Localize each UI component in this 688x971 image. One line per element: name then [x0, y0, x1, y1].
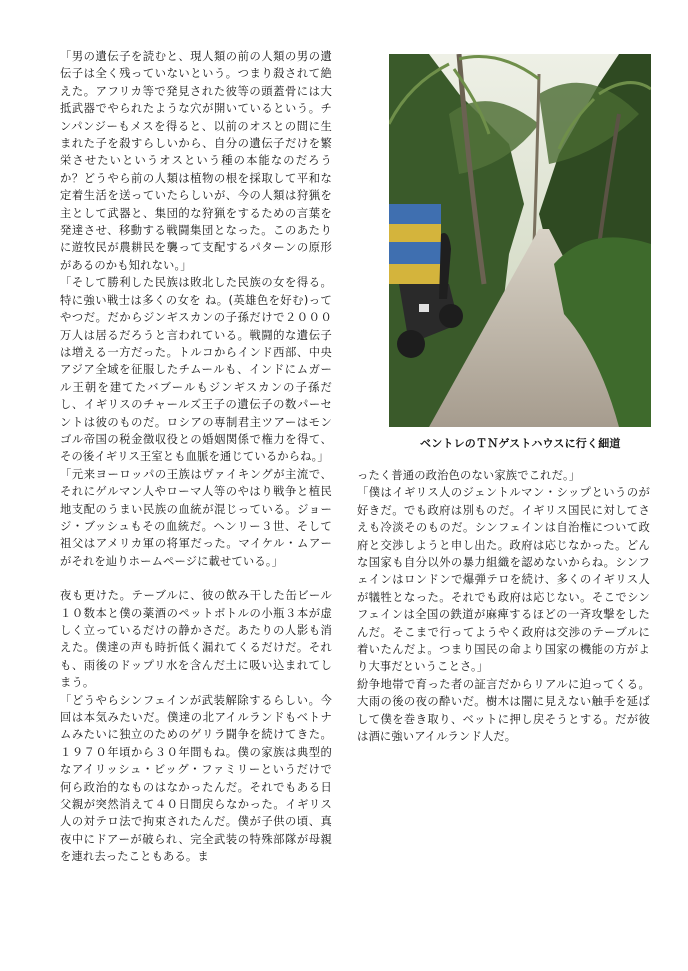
photo-village-path: [389, 54, 651, 427]
paragraph-continuation: ったく普通の政治色のない家族でこれだ。」: [357, 469, 581, 482]
paragraph-royalty: 「元来ヨーロッパの王族はヴァイキングが主流で、それにゲルマン人やローマ人等のやはり戦争と植民地支配のうまい民族の血統が混じっている。ジョージ・ブッシュもその血統だ。ヘンリー３世、そして祖父はアメリカ軍の将軍だった。マイケル・ムアーがそれを辿りホームページに載せている。」: [60, 467, 332, 568]
paragraph-genes: 「男の遺伝子を読むと、現人類の前の人類の男の遺伝子は全く残っていないという。つまり殺されて絶えた。アフリカ等で発見された彼等の頭蓋骨には大抵武器でやられたような穴が開いているという。チンパンジーもメスを得ると、以前のオスとの間に生まれた子を殺すらしいから、自分の遺伝子だけを繁栄させたいというオスという種の本能なのだろうか？どうやら前の人類は植物の根を採取して平和な定着生活を送っていたらしいが、今の人類は狩猟を主として武器と、集団的な狩猟をするための言葉を発達させ、移動する戦闘集団となった。このあたりに遊牧民が農耕民を襲って支配するパターンの原形があるのかも知れない。」: [60, 50, 332, 272]
photo-illustration: [389, 54, 651, 427]
paragraph-gap: [60, 570, 332, 587]
right-column: [357, 467, 650, 746]
paragraph-sinn-fein: 「どうやらシンフェインが武装解除するらしい。今回は本気みたいだ。僕達の北アイルランドもベトナムみたいに独立のためのゲリラ闘争を続けてきた。１９７０年頃から３０年間もね。僕の家族は典型的なアイリッシュ・ビッグ・ファミリーというだけで何ら政治的なものはなかったんだ。それでもある日父親が突然消えて４０日間戻らなかった。イギリス人の対テロ法で拘束されたんだ。僕が子供の頃、真夜中にドアーが破られ、完全武装の特殊部隊が母親を連れ去ったこともある。ま: [60, 693, 332, 864]
photo-caption: ベントレのＴＮゲストハウスに行く細道: [420, 437, 621, 450]
paragraph-night: 夜も更けた。テーブルに、彼の飲み干した缶ビール１０数本と僕の薬酒のペットボトルの小瓶３本が虚しく立っているだけの静かさだ。あたりの人影も消えた。僕達の声も時折低く漏れてくるだけだ。それも、雨後のドップリ水を含んだ土に吸い込まれてしまう。: [60, 589, 332, 690]
paragraph-conquest: 「そして勝利した民族は敗北した民族の女を得る。特に強い戦士は多くの女を ね。(英雄色を好む)ってやつだ。だからジンギスカンの子孫だけで２０００万人は居るだろうと言われている。戦闘的な遺伝子は増える一方だった。トルコからインド西部、中央アジア全域を征服したチムールも、インドにムガール王朝を建てたバブールもジンギスカンの子孫だし、イギリスのチャールズ王子の遺伝子の数パーセントは彼のものだ。ロシアの専制君主ツアーはモンゴル帝国の税金徴収役との婚姻関係で権力を得て、その後イギリス王室とも血脈を通じているからね。」: [60, 276, 332, 464]
left-column: [60, 48, 332, 866]
paragraph-testimony: 紛争地帯で育った者の証言だからリアルに迫ってくる。大雨の後の夜の酔いだ。樹木は闇に見えない触手を延ばして僕を巻き取り、ベットに押し戻そうとする。だが彼は酒に強いアイルランド人だ。: [357, 677, 650, 744]
paragraph-gentlemanship: 「僕はイギリス人のジェントルマン・シップというのが好きだ。でも政府は別ものだ。イギリス国民に対してさえも冷淡そのものだ。シンフェインは自治権について政府と交渉しようと申し出た。政府は応じなかった。どんな国家も自分以外の暴力組織を認めないからね。シンフェインはロンドンで爆弾テロを続け、多くのイギリス人が犠牲となった。それでも政府は応じない。そこでシンフェインは全国の鉄道が麻痺するほどの一斉攻撃をしたんだ。そこまで行ってようやく政府は交渉のテーブルに着いたんだよ。つまり国民の命より国家の機能の方がより大事だということさ。」: [357, 486, 650, 674]
